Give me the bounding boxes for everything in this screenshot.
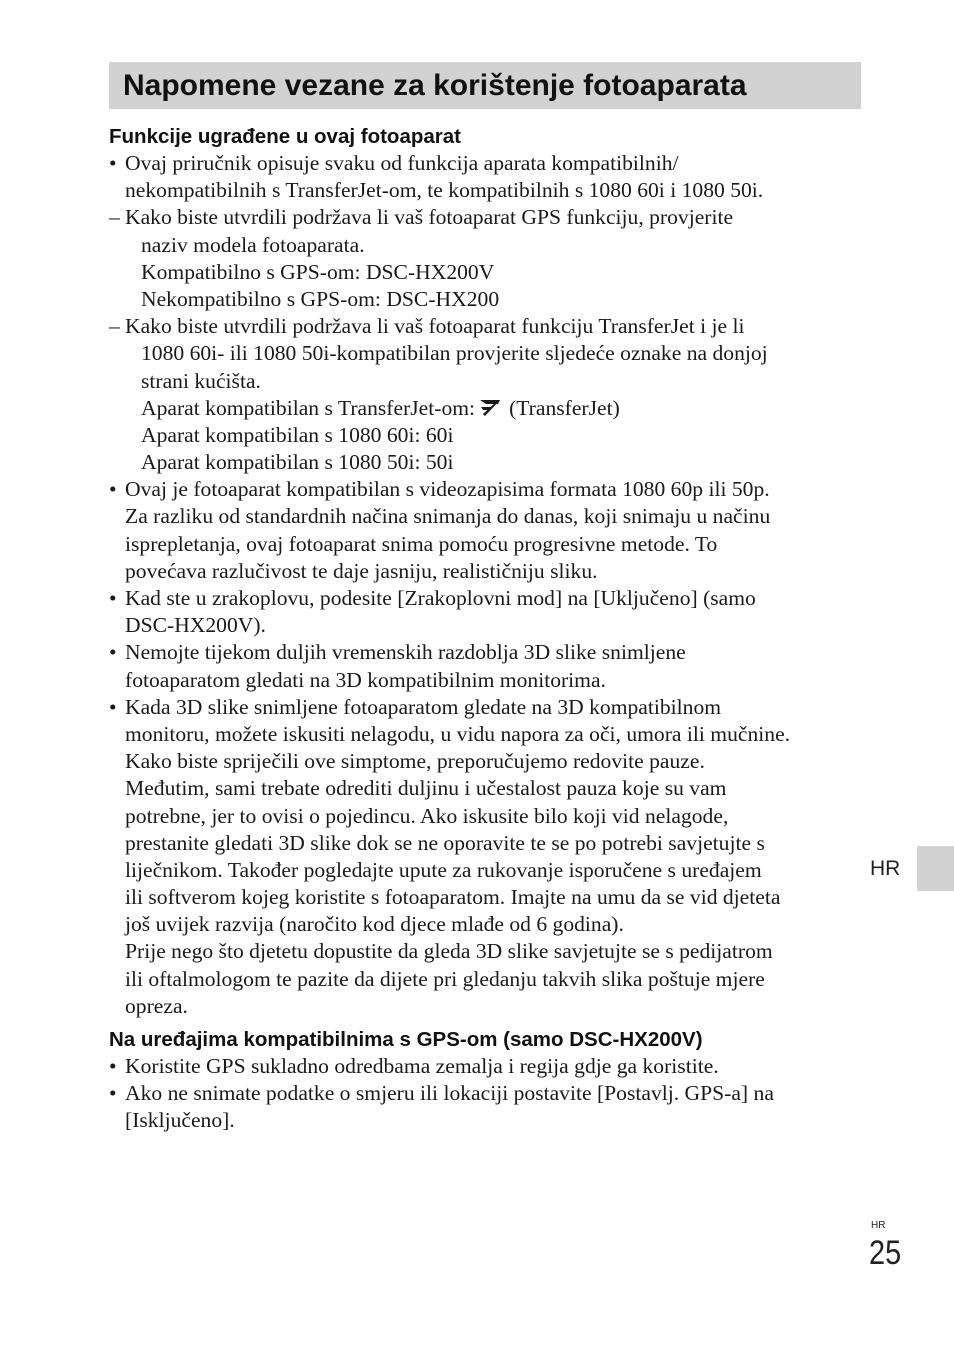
line-text: Kada 3D slike snimljene fotoaparatom gledate na 3D kompatibilnom xyxy=(125,694,722,719)
text-line xyxy=(109,830,864,857)
text-line xyxy=(109,938,864,965)
line-text: Prije nego što djetetu dopustite da gleda 3D slike savjetujte se s pedijatrom xyxy=(125,939,773,964)
bullet-mark: • xyxy=(109,1054,117,1078)
line-text: Kad ste u zrakoplovu, podesite [Zrakoplovni mod] na [Uključeno] (samo xyxy=(125,586,756,610)
transferjet-icon xyxy=(479,398,501,425)
page-title: Napomene vezane za korištenje fotoaparata xyxy=(109,62,861,109)
language-tab xyxy=(917,846,954,891)
page-number-language: HR xyxy=(871,1220,886,1231)
section-heading-functions: Funkcije ugrađene u ovaj fotoaparat xyxy=(109,125,461,148)
text-line xyxy=(109,368,864,395)
dash-mark: – xyxy=(109,205,120,230)
text-line xyxy=(109,340,864,367)
line-text: Ovaj priručnik opisuje svaku od funkcija aparata kompatibilnih/ xyxy=(125,151,679,175)
text-line xyxy=(109,449,864,476)
line-text: Kako biste utvrdili podržava li vaš fotoaparat funkciju TransferJet i je li xyxy=(125,314,745,339)
line-text: Ako ne snimate podatke o smjeru ili lokaciji postavite [Postavlj. GPS-a] na xyxy=(125,1081,774,1106)
line-text: Ovaj je fotoaparat kompatibilan s videozapisima formata 1080 60p ili 50p. xyxy=(125,477,770,502)
line-text: ili softverom kojeg koristite s fotoaparatom. Imajte na umu da se vid djeteta xyxy=(125,885,781,910)
line-text: naziv modela fotoaparata. xyxy=(141,232,365,257)
text-line xyxy=(109,1107,864,1134)
text-line xyxy=(109,803,864,830)
line-text: još uvijek razvija (naročito kod djece mlađe od 6 godina). xyxy=(125,912,624,937)
text-line xyxy=(109,204,864,231)
text-line xyxy=(109,286,864,313)
text-line xyxy=(109,993,864,1020)
line-text: Kako biste utvrdili podržava li vaš fotoaparat GPS funkciju, provjerite xyxy=(125,205,734,230)
text-line xyxy=(109,150,864,177)
bullet-mark: • xyxy=(109,477,117,502)
line-text: strani kućišta. xyxy=(141,368,261,393)
section-functions-text xyxy=(109,150,864,1020)
line-text: 1080 60i- ili 1080 50i-kompatibilan provjerite sljedeće oznake na donjoj xyxy=(141,341,768,366)
line-text: monitoru, možete iskusiti nelagodu, u vidu napora za oči, umora ili mučnine. xyxy=(125,721,791,746)
text-line xyxy=(109,911,864,938)
text-line xyxy=(109,884,864,911)
bullet-mark: • xyxy=(109,640,117,665)
text-line xyxy=(109,585,864,612)
text-line xyxy=(109,395,864,422)
line-text: nekompatibilnih s TransferJet-om, te kompatibilnih s 1080 60i i 1080 50i. xyxy=(125,178,764,203)
line-text: prestanite gledati 3D slike dok se ne oporavite te se po potrebi savjetujte s xyxy=(125,830,765,855)
line-text: povećava razlučivost te daje jasniju, realističniju sliku. xyxy=(125,558,598,583)
text-line xyxy=(109,721,864,748)
line-text: Kompatibilno s GPS-om: DSC-HX200V xyxy=(141,259,495,284)
line-text: potrebne, jer to ovisi o pojedincu. Ako iskusite bilo koji vid nelagode, xyxy=(125,803,729,828)
line-text: Međutim, sami trebate odrediti duljinu i učestalost pauza koje su vam xyxy=(125,776,727,801)
line-text: DSC-HX200V). xyxy=(125,613,266,638)
text-line xyxy=(109,612,864,639)
line-text: Kako biste spriječili ove simptome, preporučujemo redovite pauze. xyxy=(125,749,705,774)
text-line xyxy=(109,232,864,259)
bullet-mark: • xyxy=(109,151,117,175)
section-gps-text xyxy=(109,1053,864,1135)
bullet-mark: • xyxy=(109,694,117,719)
text-line xyxy=(109,259,864,286)
language-tab-label: HR xyxy=(870,857,901,880)
line-text: fotoaparatom gledati na 3D kompatibilnim monitorima. xyxy=(125,667,606,692)
line-text: isprepletanja, ovaj fotoaparat snima pomoću progresivne metode. To xyxy=(125,531,718,556)
line-text: ili oftalmologom te pazite da dijete pri gledanju takvih slika poštuje mjere xyxy=(125,966,765,991)
text-line xyxy=(109,694,864,721)
text-line xyxy=(109,503,864,530)
text-line xyxy=(109,639,864,666)
document-body xyxy=(109,123,864,1135)
text-line xyxy=(109,313,864,340)
line-text: Koristite GPS sukladno odredbama zemalja i regija gdje ga koristite. xyxy=(125,1054,719,1078)
line-text: Za razliku od standardnih načina snimanja do danas, koji snimaju u načinu xyxy=(125,504,771,529)
transferjet-label: (TransferJet) xyxy=(509,395,620,420)
text-line xyxy=(109,857,864,884)
line-text: Nekompatibilno s GPS-om: DSC-HX200 xyxy=(141,286,500,311)
page-number: 25 xyxy=(869,1234,902,1272)
text-line xyxy=(109,177,864,204)
text-line xyxy=(109,531,864,558)
bullet-mark: • xyxy=(109,1081,117,1106)
text-line xyxy=(109,476,864,503)
line-text: Aparat kompatibilan s TransferJet-om: xyxy=(141,395,476,420)
text-line xyxy=(109,1053,864,1080)
line-text: Aparat kompatibilan s 1080 50i: 50i xyxy=(141,450,454,475)
text-line xyxy=(109,667,864,694)
bullet-mark: • xyxy=(109,586,117,610)
line-text: Nemojte tijekom duljih vremenskih razdoblja 3D slike snimljene xyxy=(125,640,686,665)
text-line xyxy=(109,1080,864,1107)
text-line xyxy=(109,558,864,585)
line-text: [Isključeno]. xyxy=(125,1108,235,1133)
line-text: liječnikom. Također pogledajte upute za rukovanje isporučene s uređajem xyxy=(125,857,762,882)
line-text: opreza. xyxy=(125,993,188,1018)
text-line xyxy=(109,748,864,775)
line-text: Aparat kompatibilan s 1080 60i: 60i xyxy=(141,422,454,447)
section-heading-gps: Na uređajima kompatibilnima s GPS-om (samo DSC-HX200V) xyxy=(109,1028,703,1051)
text-line xyxy=(109,966,864,993)
dash-mark: – xyxy=(109,314,120,339)
text-line xyxy=(109,422,864,449)
text-line xyxy=(109,775,864,802)
